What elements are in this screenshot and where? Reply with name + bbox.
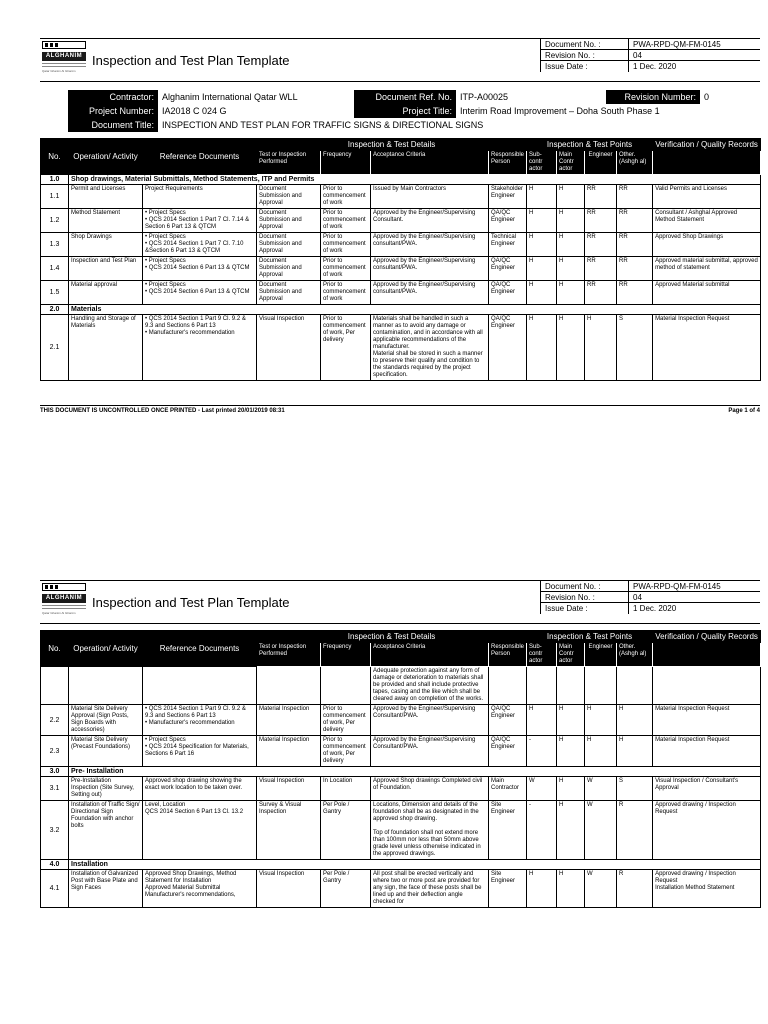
section-title: Materials xyxy=(69,305,761,315)
point-engineer: W xyxy=(585,870,617,908)
contractor-value: Alghanim International Qatar WLL xyxy=(162,92,298,102)
row-number: 1.2 xyxy=(41,209,69,233)
col-engineer: Engineer xyxy=(585,151,617,175)
section-row xyxy=(41,767,761,777)
operation-activity: Material approval xyxy=(69,281,143,305)
col-main-contractor: Main Contr actor xyxy=(557,643,585,667)
point-subcontractor: H xyxy=(527,315,557,381)
responsible-person: Stakeholder Engineer xyxy=(489,185,527,209)
test-performed: Visual Inspection xyxy=(257,315,321,381)
point-other: RR xyxy=(617,281,653,305)
table-row xyxy=(41,209,761,233)
col-verification: Verification / Quality Records xyxy=(653,139,761,151)
point-engineer: H xyxy=(585,315,617,381)
table-row xyxy=(41,281,761,305)
point-main-contractor: H xyxy=(557,257,585,281)
col-frequency: Frequency xyxy=(321,643,371,667)
section-number: 4.0 xyxy=(41,860,69,870)
operation-activity: Installation of Galvanized Post with Base Plate and Sign Faces xyxy=(69,870,143,908)
itp-table-page-2 xyxy=(40,630,761,908)
point-other: RR xyxy=(617,257,653,281)
test-performed: Visual Inspection xyxy=(257,870,321,908)
col-no: No. xyxy=(41,631,69,667)
reference-documents: • Project Specs • QCS 2014 Section 1 Part 7 Cl. 7.14 & Section 6 Part 13 & QTCM xyxy=(143,209,257,233)
reference-documents: • Project Specs • QCS 2014 Section 6 Part 13 & QTCM xyxy=(143,257,257,281)
page-number: Page 1 of 4 xyxy=(728,408,760,414)
point-main-contractor: H xyxy=(557,315,585,381)
section-title: Shop drawings, Material Submittals, Method Statements, ITP and Permits xyxy=(69,175,761,185)
section-number: 1.0 xyxy=(41,175,69,185)
point-engineer xyxy=(585,667,617,705)
acceptance-criteria: Approved by the Engineer/Supervising consultant/PWA. xyxy=(371,281,489,305)
point-subcontractor: - xyxy=(527,736,557,767)
quality-records: Consultant / Ashghal Approved Method Statement xyxy=(653,209,761,233)
test-performed: Material Inspection xyxy=(257,736,321,767)
logo-wordmark: ALGHANIM xyxy=(42,594,86,603)
test-performed: Document Submission and Approval xyxy=(257,281,321,305)
col-main-contractor: Main Contr actor xyxy=(557,151,585,175)
project-number-value: IA2018 C 024 G xyxy=(162,106,227,116)
row-number: 2.3 xyxy=(41,736,69,767)
logo-icon xyxy=(42,41,86,49)
point-subcontractor: H xyxy=(527,705,557,736)
operation-activity: Handling and Storage of Materials xyxy=(69,315,143,381)
frequency: In Location xyxy=(321,777,371,801)
row-number: 1.1 xyxy=(41,185,69,209)
point-main-contractor: H xyxy=(557,777,585,801)
responsible-person: Site Engineer xyxy=(489,801,527,860)
row-number: 4.1 xyxy=(41,870,69,908)
revision-value: 04 xyxy=(633,51,642,60)
point-other: RR xyxy=(617,233,653,257)
document-header xyxy=(40,580,760,624)
doc-ref-value: ITP-A00025 xyxy=(460,92,509,102)
col-other: Other. (Ashgh al) xyxy=(617,151,653,175)
responsible-person: Site Engineer xyxy=(489,870,527,908)
table-row xyxy=(41,667,761,705)
test-performed xyxy=(257,667,321,705)
quality-records: Approved Shop Drawings xyxy=(653,233,761,257)
revision-label: Revision No. : xyxy=(541,592,629,602)
reference-documents: • QCS 2014 Section 1 Part 9 Cl. 9.2 & 9.3 and Sections 6 Part 13 • Manufacturer's recommendation xyxy=(143,315,257,381)
row-number: 1.5 xyxy=(41,281,69,305)
point-main-contractor: H xyxy=(557,233,585,257)
point-other: H xyxy=(617,736,653,767)
test-performed: Document Submission and Approval xyxy=(257,233,321,257)
acceptance-criteria: Approved Shop drawings Completed civil of Foundation. xyxy=(371,777,489,801)
reference-documents: • Project Specs • QCS 2014 Specification for Materials, Sections 6 Part 16 xyxy=(143,736,257,767)
table-body xyxy=(41,175,761,381)
responsible-person: QA/QC Engineer xyxy=(489,209,527,233)
page-title: Inspection and Test Plan Template xyxy=(92,53,290,68)
page-footer xyxy=(40,405,760,414)
logo-icon xyxy=(42,583,86,591)
col-frequency: Frequency xyxy=(321,151,371,175)
frequency: Prior to commencement of work, Per delivery xyxy=(321,315,371,381)
frequency: Per Pole / Gantry xyxy=(321,870,371,908)
doc-no-label: Document No. : xyxy=(541,39,629,49)
acceptance-criteria: Approved by the Engineer/Supervising Consultant/PWA. xyxy=(371,736,489,767)
project-title-value: Interim Road Improvement – Doha South Phase 1 xyxy=(460,106,660,116)
row-number xyxy=(41,667,69,705)
point-engineer: RR xyxy=(585,281,617,305)
frequency: Prior to commencement of work, Per delivery xyxy=(321,705,371,736)
quality-records xyxy=(653,667,761,705)
project-title-label: Project Title: xyxy=(354,104,456,118)
point-other: H xyxy=(617,705,653,736)
table-row xyxy=(41,257,761,281)
point-main-contractor: H xyxy=(557,281,585,305)
reference-documents: Approved Shop Drawings, Method Statement for Installation Approved Material Submittal Manufacturer's recommendations, xyxy=(143,870,257,908)
operation-activity: Method Statement xyxy=(69,209,143,233)
test-performed: Document Submission and Approval xyxy=(257,185,321,209)
section-row xyxy=(41,175,761,185)
footer-disclaimer: THIS DOCUMENT IS UNCONTROLLED ONCE PRINTED - Last printed 20/01/2019 08:31 xyxy=(40,408,285,414)
table-row xyxy=(41,801,761,860)
row-number: 3.1 xyxy=(41,777,69,801)
col-test: Test or Inspection Performed xyxy=(257,151,321,175)
reference-documents: • Project Specs • QCS 2014 Section 1 Part 7 Cl. 7.10 &Section 6 Part 13 & QTCM xyxy=(143,233,257,257)
quality-records: Visual Inspection / Consultant's Approval xyxy=(653,777,761,801)
table-row xyxy=(41,233,761,257)
company-logo xyxy=(40,41,88,79)
acceptance-criteria: Approved by the Engineer/Supervising consultant/PWA. xyxy=(371,257,489,281)
document-title-label: Document Title: xyxy=(68,118,158,132)
point-subcontractor: H xyxy=(527,870,557,908)
test-performed: Document Submission and Approval xyxy=(257,209,321,233)
acceptance-criteria: Issued by Main Contractors xyxy=(371,185,489,209)
responsible-person: QA/QC Engineer xyxy=(489,705,527,736)
revision-label: Revision No. : xyxy=(541,50,629,60)
operation-activity: Permit and Licenses xyxy=(69,185,143,209)
responsible-person: QA/QC Engineer xyxy=(489,736,527,767)
point-main-contractor xyxy=(557,667,585,705)
col-inspection-details: Inspection & Test Details xyxy=(257,139,527,151)
frequency: Prior to commencement of work xyxy=(321,209,371,233)
point-subcontractor xyxy=(527,667,557,705)
responsible-person: QA/QC Engineer xyxy=(489,315,527,381)
frequency: Per Pole / Gantry xyxy=(321,801,371,860)
frequency: Prior to commencement of work, Per delivery xyxy=(321,736,371,767)
row-number: 1.3 xyxy=(41,233,69,257)
point-engineer: H xyxy=(585,705,617,736)
quality-records: Valid Permits and Licenses xyxy=(653,185,761,209)
col-responsible: Responsible Person xyxy=(489,151,527,175)
acceptance-criteria: Approved by the Engineer/Supervising consultant/PWA. xyxy=(371,233,489,257)
test-performed: Material Inspection xyxy=(257,705,321,736)
document-title-value: INSPECTION AND TEST PLAN FOR TRAFFIC SIGNS & DIRECTIONAL SIGNS xyxy=(162,120,484,130)
logo-subtext: Qatar Ghanim Al Ghanim xyxy=(42,611,76,615)
itp-table-page-1 xyxy=(40,138,761,381)
reference-documents xyxy=(143,667,257,705)
acceptance-criteria: Adequate protection against any form of damage or deterioration to materials shall be provided and shall include protective tapes, casing and the like which shall be cleared away on completion of the works. xyxy=(371,667,489,705)
frequency: Prior to commencement of work xyxy=(321,233,371,257)
col-subcontractor: Sub-contr actor xyxy=(527,643,557,667)
section-row xyxy=(41,305,761,315)
point-subcontractor: - xyxy=(527,801,557,860)
point-main-contractor: H xyxy=(557,736,585,767)
contract-details xyxy=(68,90,760,132)
document-header xyxy=(40,38,760,82)
table-row xyxy=(41,736,761,767)
project-number-label: Project Number: xyxy=(68,104,158,118)
revision-number-label: Revision Number: xyxy=(606,90,700,104)
section-number: 3.0 xyxy=(41,767,69,777)
issue-date-value: 1 Dec. 2020 xyxy=(633,62,677,71)
frequency: Prior to commencement of work xyxy=(321,281,371,305)
logo-wordmark: ALGHANIM xyxy=(42,52,86,61)
row-number: 2.2 xyxy=(41,705,69,736)
point-main-contractor: H xyxy=(557,870,585,908)
quality-records: Material Inspection Request xyxy=(653,736,761,767)
responsible-person: Main Contractor xyxy=(489,777,527,801)
reference-documents: Level, Location QCS 2014 Section 6 Part 13 Cl. 13.2 xyxy=(143,801,257,860)
section-number: 2.0 xyxy=(41,305,69,315)
col-engineer: Engineer xyxy=(585,643,617,667)
doc-no-label: Document No. : xyxy=(541,581,629,591)
frequency xyxy=(321,667,371,705)
col-other: Other. (Ashgh al) xyxy=(617,643,653,667)
document-info xyxy=(540,39,760,72)
col-reference: Reference Documents xyxy=(143,631,257,667)
point-subcontractor: W xyxy=(527,777,557,801)
col-acceptance: Acceptance Criteria xyxy=(371,643,489,667)
col-inspection-points: Inspection & Test Points xyxy=(527,631,653,643)
row-number: 2.1 xyxy=(41,315,69,381)
table-row xyxy=(41,870,761,908)
quality-records: Approved drawing / Inspection Request xyxy=(653,801,761,860)
acceptance-criteria: Approved by the Engineer/Supervising Consultant. xyxy=(371,209,489,233)
table-body xyxy=(41,667,761,908)
responsible-person: QA/QC Engineer xyxy=(489,281,527,305)
table-row xyxy=(41,315,761,381)
col-operation: Operation/ Activity xyxy=(69,139,143,175)
table-row xyxy=(41,185,761,209)
reference-documents: • Project Specs • QCS 2014 Section 6 Part 13 & QTCM xyxy=(143,281,257,305)
acceptance-criteria: Locations, Dimension and details of the foundation shall be as designated in the approved shop drawing. Top of foundation shall not extend more than 100mm nor less than 50mm above grade level unless otherwise indicated in the approved drawings. xyxy=(371,801,489,860)
col-test: Test or Inspection Performed xyxy=(257,643,321,667)
issue-date-label: Issue Date : xyxy=(541,61,629,72)
operation-activity: Pre-Installation Inspection (Site Survey, Setting out) xyxy=(69,777,143,801)
point-engineer: RR xyxy=(585,233,617,257)
point-engineer: W xyxy=(585,801,617,860)
point-main-contractor: H xyxy=(557,209,585,233)
doc-no-value: PWA-RPD-QM-FM-0145 xyxy=(633,582,721,591)
section-title: Pre- Installation xyxy=(69,767,761,777)
quality-records: Approved material submittal, approved method of statement xyxy=(653,257,761,281)
operation-activity xyxy=(69,667,143,705)
point-engineer: H xyxy=(585,736,617,767)
quality-records: Material Inspection Request xyxy=(653,315,761,381)
quality-records: Approved drawing / Inspection Request Installation Method Statement xyxy=(653,870,761,908)
company-logo xyxy=(40,583,88,621)
section-row xyxy=(41,860,761,870)
point-other xyxy=(617,667,653,705)
point-main-contractor: H xyxy=(557,801,585,860)
acceptance-criteria: Approved by the Engineer/Supervising Consultant/PWA. xyxy=(371,705,489,736)
point-other: R xyxy=(617,870,653,908)
col-acceptance: Acceptance Criteria xyxy=(371,151,489,175)
revision-value: 04 xyxy=(633,593,642,602)
frequency: Prior to commencement of work xyxy=(321,185,371,209)
point-subcontractor: H xyxy=(527,185,557,209)
contractor-label: Contractor: xyxy=(68,90,158,104)
point-subcontractor: H xyxy=(527,209,557,233)
operation-activity: Installation of Traffic Sign/ Directional Sign Foundation with anchor bolts xyxy=(69,801,143,860)
operation-activity: Inspection and Test Plan xyxy=(69,257,143,281)
point-subcontractor: H xyxy=(527,233,557,257)
operation-activity: Shop Drawings xyxy=(69,233,143,257)
doc-no-value: PWA-RPD-QM-FM-0145 xyxy=(633,40,721,49)
responsible-person xyxy=(489,667,527,705)
point-main-contractor: H xyxy=(557,705,585,736)
responsible-person: QA/QC Engineer xyxy=(489,257,527,281)
point-other: RR xyxy=(617,185,653,209)
point-other: S xyxy=(617,315,653,381)
reference-documents: • QCS 2014 Section 1 Part 9 Cl. 9.2 & 9.3 and Sections 6 Part 13 • Manufacturer's recommendation xyxy=(143,705,257,736)
test-performed: Visual Inspection xyxy=(257,777,321,801)
responsible-person: Technical Engineer xyxy=(489,233,527,257)
row-number: 1.4 xyxy=(41,257,69,281)
document-page-1 xyxy=(40,38,760,414)
logo-subtext: Qatar Ghanim Al Ghanim xyxy=(42,69,76,73)
point-engineer: RR xyxy=(585,185,617,209)
col-responsible: Responsible Person xyxy=(489,643,527,667)
row-number: 3.2 xyxy=(41,801,69,860)
operation-activity: Material Site Delivery Approval (Sign Posts, Sign Boards with accessories) xyxy=(69,705,143,736)
col-reference: Reference Documents xyxy=(143,139,257,175)
reference-documents: Project Requirements xyxy=(143,185,257,209)
operation-activity: Material Site Delivery (Precast Foundations) xyxy=(69,736,143,767)
reference-documents: Approved shop drawing showing the exact work location to be taken over. xyxy=(143,777,257,801)
issue-date-label: Issue Date : xyxy=(541,603,629,614)
point-other: R xyxy=(617,801,653,860)
col-operation: Operation/ Activity xyxy=(69,631,143,667)
point-engineer: RR xyxy=(585,257,617,281)
point-subcontractor: H xyxy=(527,257,557,281)
point-main-contractor: H xyxy=(557,185,585,209)
col-subcontractor: Sub-contr actor xyxy=(527,151,557,175)
col-verification: Verification / Quality Records xyxy=(653,631,761,643)
test-performed: Survey & Visual Inspection xyxy=(257,801,321,860)
document-page-2 xyxy=(40,580,760,908)
point-other: RR xyxy=(617,209,653,233)
quality-records: Material Inspection Request xyxy=(653,705,761,736)
frequency: Prior to commencement of work xyxy=(321,257,371,281)
quality-records: Approved Material submittal xyxy=(653,281,761,305)
test-performed: Document Submission and Approval xyxy=(257,257,321,281)
point-engineer: RR xyxy=(585,209,617,233)
acceptance-criteria: All post shall be erected vertically and where two or more post are provided for any sign, the face of these posts shall be lined up and their deflection angle checked for xyxy=(371,870,489,908)
acceptance-criteria: Materials shall be handled in such a manner as to avoid any damage or contamination, and in accordance with all applicable recommendations of the manufacturer. Material shall be stored in such a manner to preserve their quality and condition to the standards required by the project specification. xyxy=(371,315,489,381)
section-title: Installation xyxy=(69,860,761,870)
col-no: No. xyxy=(41,139,69,175)
table-row xyxy=(41,777,761,801)
document-info xyxy=(540,581,760,614)
table-row xyxy=(41,705,761,736)
page-title: Inspection and Test Plan Template xyxy=(92,595,290,610)
point-engineer: W xyxy=(585,777,617,801)
doc-ref-label: Document Ref. No. xyxy=(354,90,456,104)
revision-number-value: 0 xyxy=(704,92,710,102)
col-inspection-details: Inspection & Test Details xyxy=(257,631,527,643)
point-other: S xyxy=(617,777,653,801)
point-subcontractor: H xyxy=(527,281,557,305)
issue-date-value: 1 Dec. 2020 xyxy=(633,604,677,613)
col-inspection-points: Inspection & Test Points xyxy=(527,139,653,151)
